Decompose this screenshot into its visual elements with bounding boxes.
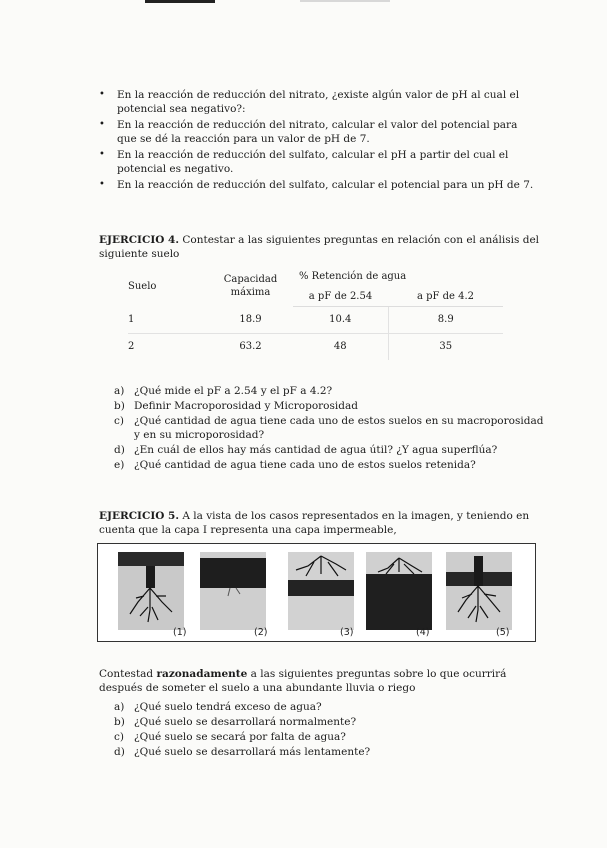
exercise-4-questions	[114, 384, 544, 473]
item-letter: d)	[114, 746, 125, 758]
cell-suelo: 1	[128, 314, 135, 325]
list-item	[114, 458, 544, 472]
list-item	[99, 148, 539, 176]
item-letter: e)	[114, 459, 125, 471]
list-item	[99, 118, 539, 146]
item-text: ¿Qué suelo tendrá exceso de agua?	[134, 701, 322, 713]
figure-caption: (2)	[254, 627, 268, 638]
item-letter: d)	[114, 444, 125, 456]
item-text: ¿Qué suelo se desarrollará normalmente?	[134, 716, 357, 728]
bullet-icon: •	[99, 119, 105, 130]
soil-profile-4	[366, 552, 432, 630]
item-letter: b)	[114, 400, 125, 412]
bullet-icon: •	[99, 149, 105, 160]
cell-pf-254: 48	[293, 333, 388, 360]
table-row	[128, 307, 503, 334]
cell-capacidad: 63.2	[239, 341, 262, 352]
item-text: Definir Macroporosidad y Microporosidad	[134, 400, 358, 412]
list-item	[99, 88, 539, 116]
table-row	[128, 333, 503, 360]
intro-text-post: a las siguientes preguntas sobre lo que ocurrirá después de someter el suelo a una abundante lluvia o riego	[99, 668, 507, 694]
item-letter: a)	[114, 701, 125, 713]
list-item	[114, 745, 544, 759]
list-item	[114, 730, 544, 744]
item-letter: c)	[114, 415, 124, 427]
item-text: ¿En cuál de ellos hay más cantidad de agua útil? ¿Y agua superflúa?	[134, 444, 498, 456]
figure-caption: (1)	[173, 627, 187, 638]
item-letter: a)	[114, 385, 125, 397]
item-text: ¿Qué cantidad de agua tiene cada uno de estos suelos retenida?	[134, 459, 476, 471]
exercise-5-questions	[114, 700, 544, 760]
exercise-5-text: A la vista de los casos representados en la imagen, y teniendo en cuenta que la capa I representa una capa impermeable,	[99, 510, 530, 536]
list-item	[114, 715, 544, 729]
list-item-text: En la reacción de reducción del nitrato, ¿existe algún valor de pH al cual el potencial sea negativo?:	[117, 89, 520, 115]
intro-text-bold: razonadamente	[156, 668, 248, 680]
item-letter: b)	[114, 716, 125, 728]
list-item-text: En la reacción de reducción del sulfato, calcular el potencial para un pH de 7.	[117, 179, 534, 191]
bullet-icon: •	[99, 89, 105, 100]
cell-capacidad: 18.9	[239, 314, 262, 325]
item-text: ¿Qué suelo se secará por falta de agua?	[134, 731, 346, 743]
exercise-4-heading	[99, 233, 539, 261]
list-item	[99, 178, 539, 192]
list-item	[114, 414, 544, 442]
exercise-5-heading	[99, 509, 539, 537]
item-text: ¿Qué mide el pF a 2.54 y el pF a 4.2?	[134, 385, 333, 397]
soil-table	[128, 266, 503, 360]
bullet-icon: •	[99, 179, 105, 190]
header-pf-42: a pF de 4.2	[388, 286, 503, 307]
cell-pf-42: 8.9	[437, 314, 454, 326]
exercise-5-intro	[99, 667, 544, 695]
cell-pf-254: 10.4	[293, 307, 388, 334]
soil-profile-3	[288, 552, 354, 630]
figure-caption: (5)	[496, 627, 510, 638]
header-pf-254: a pF de 2.54	[293, 286, 388, 307]
item-text: ¿Qué suelo se desarrollará más lentamente?	[134, 746, 371, 758]
intro-text-pre: Contestad	[99, 668, 154, 680]
cell-pf-42: 35	[439, 341, 453, 352]
header-retencion: % Retención de agua	[299, 270, 407, 282]
list-item	[114, 384, 544, 398]
soil-profiles-figure	[97, 543, 536, 642]
list-item-text: En la reacción de reducción del sulfato, calcular el pH a partir del cual el potencial es negativo.	[117, 149, 509, 175]
soil-profile-2	[200, 552, 266, 630]
cell-suelo: 2	[128, 341, 135, 352]
figure-caption: (4)	[416, 627, 430, 638]
header-mark	[145, 0, 215, 3]
list-item-text: En la reacción de reducción del nitrato, calcular el valor del potencial para que se dé la reacción para un valor de pH de 7.	[117, 119, 518, 145]
exercise-5-label: EJERCICIO 5.	[99, 510, 180, 522]
list-item	[114, 443, 544, 457]
list-item	[114, 399, 544, 413]
soil-profile-5	[446, 552, 512, 630]
header-suelo: Suelo	[128, 280, 157, 292]
item-text: ¿Qué cantidad de agua tiene cada uno de estos suelos en su macroporosidad y en su microporosidad?	[134, 415, 544, 441]
header-faint-text	[300, 0, 390, 2]
header-capacidad: Capacidad máxima	[223, 274, 278, 299]
item-letter: c)	[114, 731, 124, 743]
soil-profile-1	[118, 552, 184, 630]
list-item	[114, 700, 544, 714]
nitrate-sulfate-questions	[99, 88, 539, 194]
exercise-4-text: Contestar a las siguientes preguntas en relación con el análisis del siguiente suelo	[99, 234, 540, 260]
exercise-4-label: EJERCICIO 4.	[99, 234, 180, 246]
figure-caption: (3)	[340, 627, 354, 638]
